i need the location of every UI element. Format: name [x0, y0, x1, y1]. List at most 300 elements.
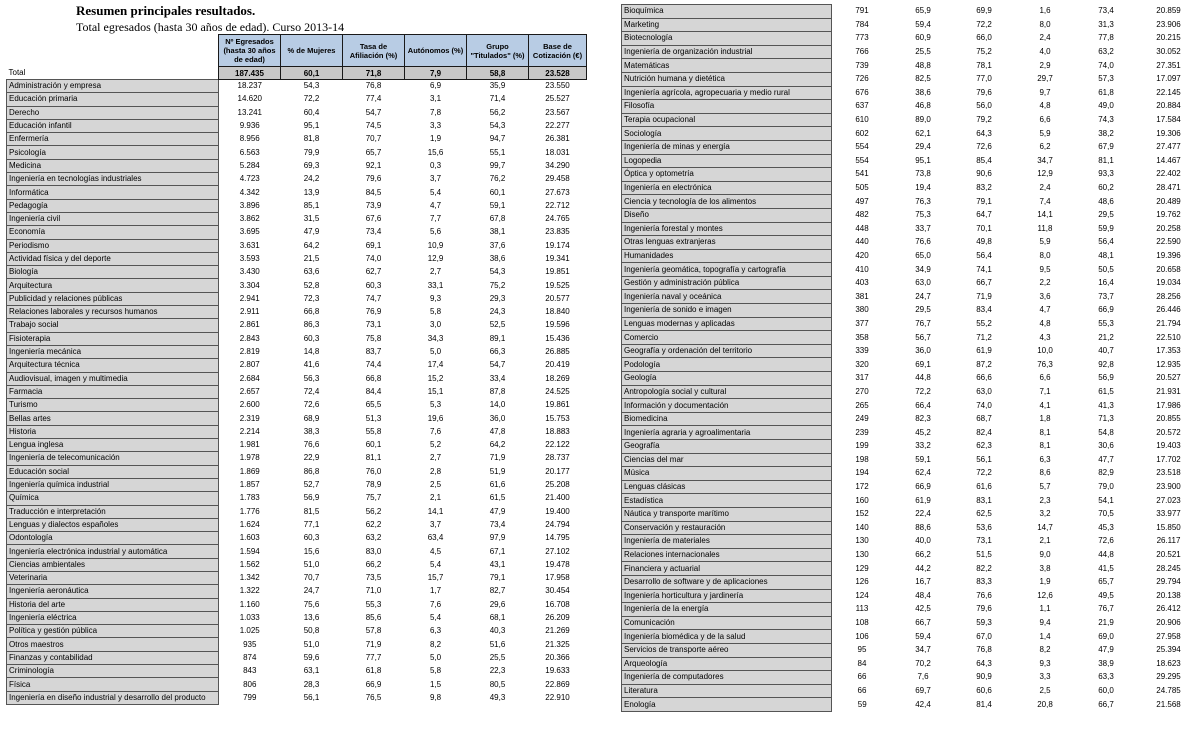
table-row [7, 678, 587, 691]
value-cell: 63,3 [1098, 672, 1114, 682]
value-cell: 17.986 [1156, 400, 1181, 410]
value-cell: 63,6 [303, 267, 320, 277]
table-row [7, 611, 587, 624]
value-cell: 18.031 [545, 147, 570, 157]
value-cell: 3.304 [239, 280, 260, 290]
value-cell: 20.521 [1156, 550, 1181, 560]
degree-name-cell: Ingeniería agraria y agroalimentaria [622, 426, 832, 440]
degree-name-cell: Ingeniería naval y oceánica [622, 290, 832, 304]
value-cell: 48,8 [915, 60, 931, 70]
value-cell: 59,1 [915, 454, 931, 464]
value-cell: 92,8 [1098, 359, 1114, 369]
degree-name-cell: Gestión y administración pública [622, 276, 832, 290]
value-cell: 15.436 [545, 333, 570, 343]
degree-name-cell: Lengua inglesa [7, 439, 219, 452]
value-cell: 74,0 [1098, 60, 1114, 70]
table-row [7, 159, 587, 172]
value-cell: 59,4 [915, 631, 931, 641]
degree-name-cell: Nutrición humana y dietética [622, 72, 832, 86]
table-row [622, 304, 1200, 318]
value-cell: 55,3 [1098, 318, 1114, 328]
degree-name-cell: Química [7, 492, 219, 505]
value-cell: 22,9 [303, 453, 320, 463]
value-cell: 726 [855, 74, 869, 84]
degree-name-cell: Biotecnología [622, 32, 832, 46]
header-egresados: Nº Egresados (hasta 30 años de edad) [219, 35, 281, 67]
value-cell: 54,7 [489, 360, 506, 370]
value-cell: 20.258 [1156, 223, 1181, 233]
value-cell: 73,1 [976, 536, 992, 546]
table-row [622, 344, 1200, 358]
value-cell: 40,7 [1098, 346, 1114, 356]
value-cell: 3,1 [429, 94, 442, 104]
value-cell: 79,0 [1098, 482, 1114, 492]
value-cell: 9,7 [1039, 87, 1051, 97]
degree-name-cell: Literatura [622, 684, 832, 698]
value-cell: 74,3 [1098, 115, 1114, 125]
table-row [7, 399, 587, 412]
value-cell: 2.807 [239, 360, 260, 370]
value-cell: 34,7 [915, 645, 931, 655]
degree-name-cell: Ingeniería agrícola, agropecuaria y medio rural [622, 86, 832, 100]
value-cell: 72,2 [303, 94, 320, 104]
table-row [7, 359, 587, 372]
value-cell: 60,2 [1098, 183, 1114, 193]
value-cell: 22.510 [1156, 332, 1181, 342]
value-cell: 56,4 [976, 250, 992, 260]
value-cell: 66,9 [365, 679, 382, 689]
value-cell: 76,7 [915, 318, 931, 328]
value-cell: 5,3 [429, 400, 442, 410]
value-cell: 76,6 [976, 590, 992, 600]
value-cell: 15.753 [545, 413, 570, 423]
degree-name-cell: Lenguas y dialectos españoles [7, 518, 219, 531]
value-cell: 57,3 [1098, 74, 1114, 84]
value-cell: 637 [855, 101, 869, 111]
value-cell: 23.550 [545, 81, 570, 91]
value-cell: 51,5 [976, 550, 992, 560]
table-row [7, 345, 587, 358]
degree-name-cell: Ingeniería forestal y montes [622, 222, 832, 236]
degree-name-cell: Actividad física y del deporte [7, 252, 219, 265]
degree-name-cell: Ingeniería en electrónica [622, 181, 832, 195]
table-row [622, 507, 1200, 521]
total-value: 58,8 [467, 67, 529, 80]
value-cell: 61,8 [365, 666, 382, 676]
value-cell: 317 [855, 373, 869, 383]
value-cell: 76,6 [915, 237, 931, 247]
value-cell: 320 [855, 359, 869, 369]
value-cell: 25,5 [489, 652, 506, 662]
table-row [622, 643, 1200, 657]
table-row [622, 154, 1200, 168]
value-cell: 2,1 [1039, 536, 1051, 546]
value-cell: 14,0 [489, 400, 506, 410]
value-cell: 2,4 [1039, 33, 1051, 43]
value-cell: 59,9 [1098, 223, 1114, 233]
table-row [7, 492, 587, 505]
value-cell: 3,2 [1039, 509, 1051, 519]
value-cell: 29,7 [1037, 74, 1053, 84]
value-cell: 25.394 [1156, 645, 1181, 655]
value-cell: 20.489 [1156, 196, 1181, 206]
value-cell: 65,9 [915, 6, 931, 16]
value-cell: 739 [855, 60, 869, 70]
value-cell: 2,8 [429, 466, 442, 476]
table-row [622, 684, 1200, 698]
value-cell: 766 [855, 47, 869, 57]
value-cell: 20,8 [1037, 699, 1053, 709]
value-cell: 76,3 [1037, 359, 1053, 369]
value-cell: 51,0 [303, 559, 320, 569]
value-cell: 77,4 [365, 94, 382, 104]
table-row [622, 616, 1200, 630]
degree-name-cell: Ciencias ambientales [7, 558, 219, 571]
value-cell: 37,6 [489, 240, 506, 250]
value-cell: 19.341 [545, 254, 570, 263]
value-cell: 130 [855, 550, 869, 560]
value-cell: 82,2 [976, 563, 992, 573]
value-cell: 554 [855, 142, 869, 152]
value-cell: 81,8 [303, 134, 320, 144]
degree-name-cell: Podología [622, 358, 832, 372]
value-cell: 17.353 [1156, 346, 1181, 356]
value-cell: 24,7 [915, 291, 931, 301]
value-cell: 29,4 [915, 142, 931, 152]
value-cell: 5,4 [429, 559, 442, 569]
value-cell: 57,8 [365, 626, 382, 636]
value-cell: 66,6 [976, 373, 992, 383]
degree-name-cell: Lenguas modernas y aplicadas [622, 317, 832, 331]
value-cell: 66,7 [1098, 699, 1114, 709]
value-cell: 62,3 [976, 441, 992, 451]
value-cell: 14,1 [1037, 210, 1053, 220]
value-cell: 440 [855, 237, 869, 247]
value-cell: 66,0 [976, 33, 992, 43]
value-cell: 79,6 [976, 87, 992, 97]
value-cell: 113 [855, 604, 869, 614]
degree-name-cell: Información y documentación [622, 399, 832, 413]
value-cell: 1.603 [239, 533, 260, 543]
degree-name-cell: Finanzas y contabilidad [7, 651, 219, 664]
value-cell: 30,6 [1098, 441, 1114, 451]
value-cell: 5,7 [1039, 482, 1051, 492]
value-cell: 69,3 [303, 160, 320, 170]
value-cell: 67,6 [365, 214, 382, 224]
value-cell: 56,3 [303, 373, 320, 383]
value-cell: 67,8 [489, 214, 506, 224]
value-cell: 59 [857, 699, 867, 709]
value-cell: 29,5 [915, 305, 931, 315]
value-cell: 56,1 [303, 692, 320, 702]
total-value: 187.435 [219, 67, 281, 80]
value-cell: 1.033 [239, 613, 260, 623]
value-cell: 85,6 [365, 613, 382, 623]
value-cell: 22.590 [1156, 237, 1181, 247]
value-cell: 55,8 [365, 426, 382, 436]
value-cell: 18.237 [237, 81, 262, 91]
value-cell: 73,4 [365, 227, 382, 237]
value-cell: 29,3 [489, 293, 506, 303]
table-row [7, 571, 587, 584]
value-cell: 75,7 [365, 493, 382, 503]
table-row [622, 263, 1200, 277]
value-cell: 15,1 [427, 386, 444, 396]
degree-name-cell: Veterinaria [7, 571, 219, 584]
value-cell: 21.269 [545, 626, 570, 636]
table-row [622, 59, 1200, 73]
table-row [622, 127, 1200, 141]
value-cell: 20.177 [545, 466, 570, 476]
value-cell: 20.366 [545, 652, 570, 662]
degree-name-cell: Ciencia y tecnología de los alimentos [622, 195, 832, 209]
degree-name-cell: Relaciones laborales y recursos humanos [7, 306, 219, 319]
value-cell: 73,4 [1098, 6, 1114, 16]
value-cell: 11,8 [1037, 223, 1053, 233]
value-cell: 35,9 [489, 81, 506, 91]
degree-name-cell: Educación social [7, 465, 219, 478]
table-row [622, 45, 1200, 59]
value-cell: 82,3 [915, 414, 931, 424]
value-cell: 63,2 [365, 533, 382, 543]
value-cell: 27.477 [1156, 142, 1181, 152]
value-cell: 27.958 [1156, 631, 1181, 641]
table-row [622, 168, 1200, 182]
value-cell: 95 [857, 645, 867, 655]
value-cell: 239 [855, 427, 869, 437]
value-cell: 71,4 [489, 94, 506, 104]
table-row [7, 252, 587, 265]
value-cell: 26.885 [545, 347, 570, 357]
value-cell: 76,7 [1098, 604, 1114, 614]
table-row [7, 625, 587, 638]
value-cell: 270 [855, 386, 869, 396]
value-cell: 72,2 [915, 386, 931, 396]
value-cell: 9,3 [429, 293, 442, 303]
value-cell: 3.593 [239, 254, 260, 263]
value-cell: 70,7 [303, 573, 320, 583]
degree-name-cell: Antropología social y cultural [622, 385, 832, 399]
value-cell: 64,3 [976, 658, 992, 668]
degree-name-cell: Biología [7, 266, 219, 279]
degree-name-cell: Economía [7, 226, 219, 239]
value-cell: 806 [243, 679, 257, 689]
value-cell: 28.737 [545, 453, 570, 463]
degree-name-cell: Arqueología [622, 657, 832, 671]
value-cell: 1.562 [239, 559, 260, 569]
value-cell: 77,0 [976, 74, 992, 84]
value-cell: 79,1 [489, 573, 506, 583]
value-cell: 47,7 [1098, 454, 1114, 464]
table-row [622, 100, 1200, 114]
value-cell: 73,7 [1098, 291, 1114, 301]
value-cell: 5,9 [1039, 128, 1051, 138]
degree-name-cell: Matemáticas [622, 59, 832, 73]
value-cell: 61,6 [976, 482, 992, 492]
value-cell: 26.381 [545, 134, 570, 144]
value-cell: 2.911 [240, 307, 260, 317]
table-row [622, 521, 1200, 535]
value-cell: 1,6 [1039, 6, 1051, 16]
value-cell: 410 [855, 264, 869, 274]
degree-name-cell: Ingeniería aeronáutica [7, 585, 219, 598]
value-cell: 19.174 [545, 240, 570, 250]
value-cell: 13.241 [237, 107, 262, 117]
value-cell: 2.657 [239, 386, 260, 396]
table-row [7, 518, 587, 531]
value-cell: 152 [855, 509, 869, 519]
value-cell: 44,8 [915, 373, 931, 383]
value-cell: 2,3 [1039, 495, 1051, 505]
value-cell: 874 [243, 652, 257, 662]
value-cell: 77,1 [303, 519, 320, 529]
value-cell: 21.400 [545, 493, 570, 503]
value-cell: 84 [857, 658, 867, 668]
value-cell: 55,1 [489, 147, 506, 157]
value-cell: 78,9 [365, 480, 382, 490]
value-cell: 7,1 [1039, 386, 1051, 396]
value-cell: 19.633 [545, 666, 570, 676]
value-cell: 14,8 [303, 347, 320, 357]
value-cell: 2,5 [429, 480, 442, 490]
value-cell: 47,9 [303, 227, 320, 237]
value-cell: 71,3 [1098, 414, 1114, 424]
value-cell: 126 [855, 577, 869, 587]
value-cell: 22.122 [545, 440, 570, 450]
value-cell: 505 [855, 183, 869, 193]
value-cell: 1.624 [239, 519, 260, 529]
value-cell: 4,8 [1039, 101, 1051, 111]
value-cell: 76,3 [915, 196, 931, 206]
table-row [7, 279, 587, 292]
value-cell: 16,4 [1098, 278, 1114, 288]
value-cell: 60,6 [976, 685, 992, 695]
table-row [622, 399, 1200, 413]
value-cell: 61,8 [1098, 87, 1114, 97]
value-cell: 22.712 [545, 200, 570, 210]
value-cell: 34,3 [427, 333, 444, 343]
table-row [622, 331, 1200, 345]
degree-name-cell: Enología [622, 698, 832, 712]
table-row [7, 665, 587, 678]
value-cell: 60,4 [303, 107, 320, 117]
value-cell: 194 [855, 468, 869, 478]
value-cell: 4.723 [239, 174, 260, 184]
value-cell: 54,8 [1098, 427, 1114, 437]
value-cell: 935 [243, 639, 257, 649]
value-cell: 27.102 [545, 546, 570, 556]
value-cell: 75,6 [303, 599, 320, 609]
degree-name-cell: Otros maestros [7, 638, 219, 651]
value-cell: 83,4 [976, 305, 992, 315]
value-cell: 76,8 [365, 81, 382, 91]
table-row [7, 119, 587, 132]
value-cell: 60,9 [915, 33, 931, 43]
degree-name-cell: Ciencias del mar [622, 453, 832, 467]
value-cell: 88,6 [915, 522, 931, 532]
value-cell: 130 [855, 536, 869, 546]
value-cell: 29,5 [1098, 210, 1114, 220]
value-cell: 106 [855, 631, 869, 641]
value-cell: 66 [857, 685, 867, 695]
value-cell: 70,2 [915, 658, 931, 668]
header-afiliacion: Tasa de Afiliación (%) [343, 35, 405, 67]
value-cell: 2.941 [239, 293, 260, 303]
table-row [7, 146, 587, 159]
value-cell: 81,1 [1098, 155, 1114, 165]
value-cell: 3,6 [1039, 291, 1051, 301]
value-cell: 70,7 [365, 134, 382, 144]
value-cell: 71,9 [489, 453, 506, 463]
value-cell: 38,1 [489, 227, 506, 237]
value-cell: 5,4 [429, 613, 442, 623]
value-cell: 5,4 [429, 187, 442, 197]
value-cell: 8,6 [1039, 468, 1051, 478]
value-cell: 2.861 [239, 320, 260, 330]
value-cell: 29.295 [1156, 672, 1181, 682]
value-cell: 3,3 [1039, 672, 1051, 682]
value-cell: 54,1 [1098, 495, 1114, 505]
degree-name-cell: Arquitectura [7, 279, 219, 292]
value-cell: 8,0 [1039, 19, 1051, 29]
value-cell: 23.518 [1156, 468, 1181, 478]
table-row [622, 412, 1200, 426]
table-row [622, 208, 1200, 222]
value-cell: 26.412 [1156, 604, 1181, 614]
degree-name-cell: Ingeniería de sonido e imagen [622, 304, 832, 318]
value-cell: 676 [855, 87, 869, 97]
value-cell: 1,8 [1039, 414, 1051, 424]
degree-name-cell: Ingeniería de materiales [622, 535, 832, 549]
value-cell: 7,4 [1039, 196, 1051, 206]
value-cell: 3.631 [239, 240, 260, 250]
value-cell: 44,8 [1098, 550, 1114, 560]
degree-name-cell: Psicología [7, 146, 219, 159]
value-cell: 60,1 [365, 440, 382, 450]
value-cell: 791 [855, 6, 869, 16]
value-cell: 24,2 [303, 174, 320, 184]
value-cell: 9,3 [1039, 658, 1051, 668]
value-cell: 72,6 [976, 142, 992, 152]
value-cell: 90,9 [976, 672, 992, 682]
value-cell: 66,3 [489, 347, 506, 357]
table-row [622, 113, 1200, 127]
value-cell: 51,6 [489, 639, 506, 649]
degree-name-cell: Ingeniería de organización industrial [622, 45, 832, 59]
value-cell: 6,6 [1039, 115, 1051, 125]
value-cell: 81,1 [365, 453, 382, 463]
value-cell: 20.658 [1156, 264, 1181, 274]
degree-name-cell: Desarrollo de software y de aplicaciones [622, 575, 832, 589]
value-cell: 5.284 [239, 160, 260, 170]
degree-name-cell: Fisioterapia [7, 332, 219, 345]
degree-name-cell: Estadística [622, 494, 832, 508]
value-cell: 50,5 [1098, 264, 1114, 274]
value-cell: 65,7 [365, 147, 382, 157]
value-cell: 22.910 [545, 692, 570, 702]
value-cell: 124 [855, 590, 869, 600]
value-cell: 40,3 [489, 626, 506, 636]
value-cell: 19.861 [545, 400, 570, 410]
degree-name-cell: Terapia ocupacional [622, 113, 832, 127]
value-cell: 69,9 [976, 6, 992, 16]
value-cell: 69,7 [915, 685, 931, 695]
value-cell: 66,9 [915, 482, 931, 492]
value-cell: 64,3 [976, 128, 992, 138]
header-titulados: Grupo "Titulados" (%) [467, 35, 529, 67]
value-cell: 6,3 [429, 626, 442, 636]
value-cell: 22.277 [545, 121, 570, 131]
